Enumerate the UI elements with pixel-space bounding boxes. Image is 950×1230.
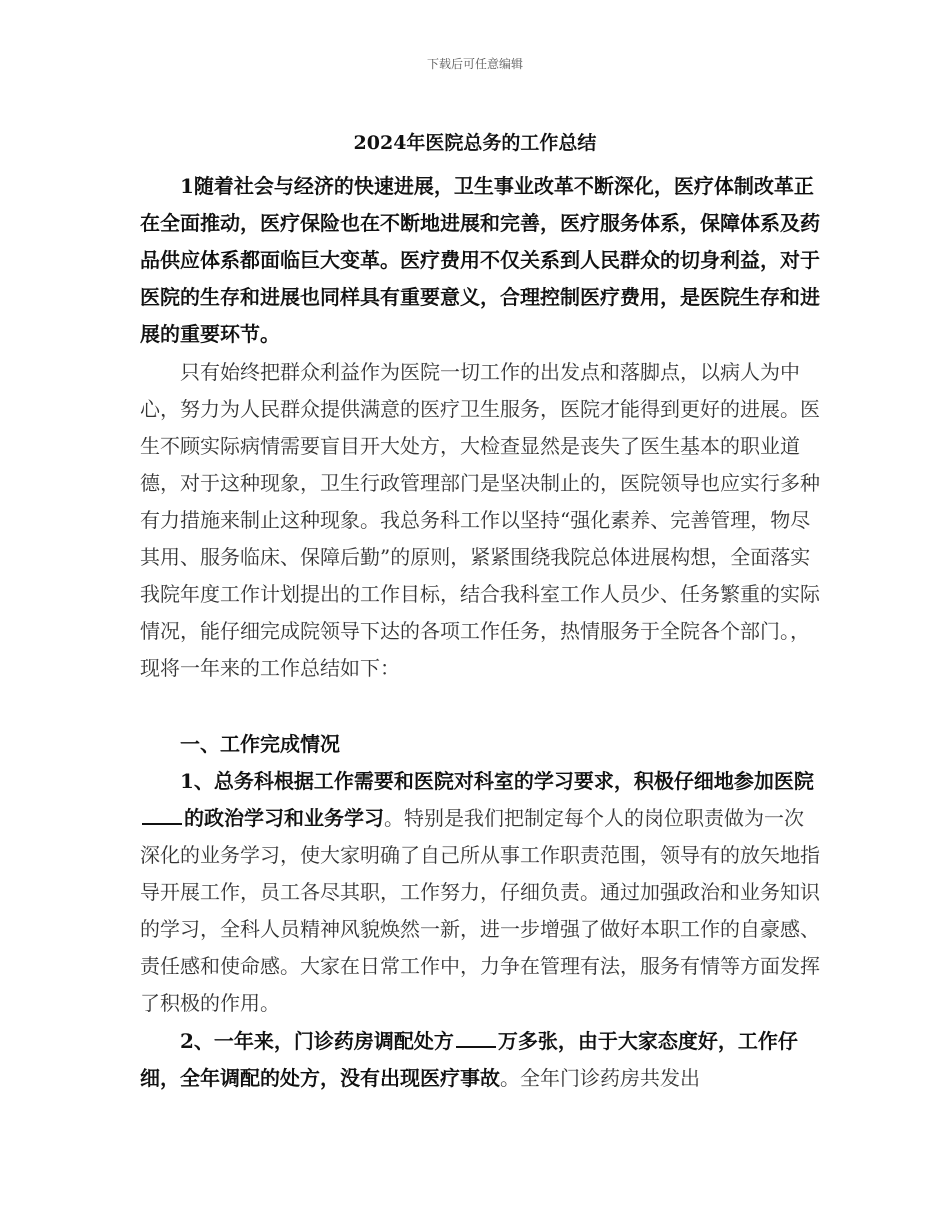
paragraph-body	[140, 354, 820, 687]
list-item-1-bold-a: 1、总务科根据工作需要和医院对科室的学习要求，积极仔细地参加医院	[180, 769, 814, 793]
list-item-1	[140, 763, 820, 1022]
list-item-2-bold-a: 2、一年来，门诊药房调配处方	[180, 1029, 454, 1053]
list-item-2-text: 。全年门诊药房共发出	[500, 1066, 700, 1090]
section-heading-1-text: 一、工作完成情况	[180, 732, 340, 756]
header-note: 下载后可任意编辑	[426, 57, 523, 71]
blank-underline-2	[456, 1045, 496, 1048]
list-item-2	[140, 1023, 820, 1097]
document-title: 2024年医院总务的工作总结	[353, 132, 597, 154]
list-item-2-bold-b: 万多张，由于大家态度好，工作仔细，全年调配的处方，没有出现医疗事故	[140, 1029, 798, 1090]
section-heading-1	[140, 726, 820, 763]
paragraph-intro-text: 1随着社会与经济的快速进展，卫生事业改革不断深化，医疗体制改革正在全面推动，医疗保险也在不断地进展和完善，医疗服务体系，保障体系及药品供应体系都面临巨大变革。医疗费用不仅关系到人民群众的切身利益，对于医院的生存和进展也同样具有重要意义，合理控制医疗费用，是医院生存和进展的重要环节。	[140, 174, 820, 346]
paragraph-intro	[140, 168, 820, 353]
list-item-1-bold-b: 的政治学习和业务学习	[184, 806, 384, 830]
list-item-1-text: 。特别是我们把制定每个人的岗位职责做为一次深化的业务学习，使大家明确了自己所从事工作职责范围，领导有的放矢地指导开展工作，员工各尽其职，工作努力，仔细负责。通过加强政治和业务知识的学习，全科人员精神风貌焕然一新，进一步增强了做好本职工作的自豪感、责任感和使命感。大家在日常工作中，力争在管理有法，服务有情等方面发挥了积极的作用。	[140, 806, 820, 1015]
blank-underline-1	[142, 822, 182, 825]
paragraph-body-text: 只有始终把群众利益作为医院一切工作的出发点和落脚点，以病人为中心，努力为人民群众提供满意的医疗卫生服务，医院才能得到更好的进展。医生不顾实际病情需要盲目开大处方，大检查显然是丧失了医生基本的职业道德，对于这种现象，卫生行政管理部门是坚决制止的，医院领导也应实行多种有力措施来制止这种现象。我总务科工作以坚持“强化素养、完善管理，物尽其用、服务临床、保障后勤”的原则，紧紧围绕我院总体进展构想，全面落实我院年度工作计划提出的工作目标，结合我科室工作人员少、任务繁重的实际情况，能仔细完成院领导下达的各项工作任务，热情服务于全院各个部门。，现将一年来的工作总结如下：	[140, 360, 820, 680]
